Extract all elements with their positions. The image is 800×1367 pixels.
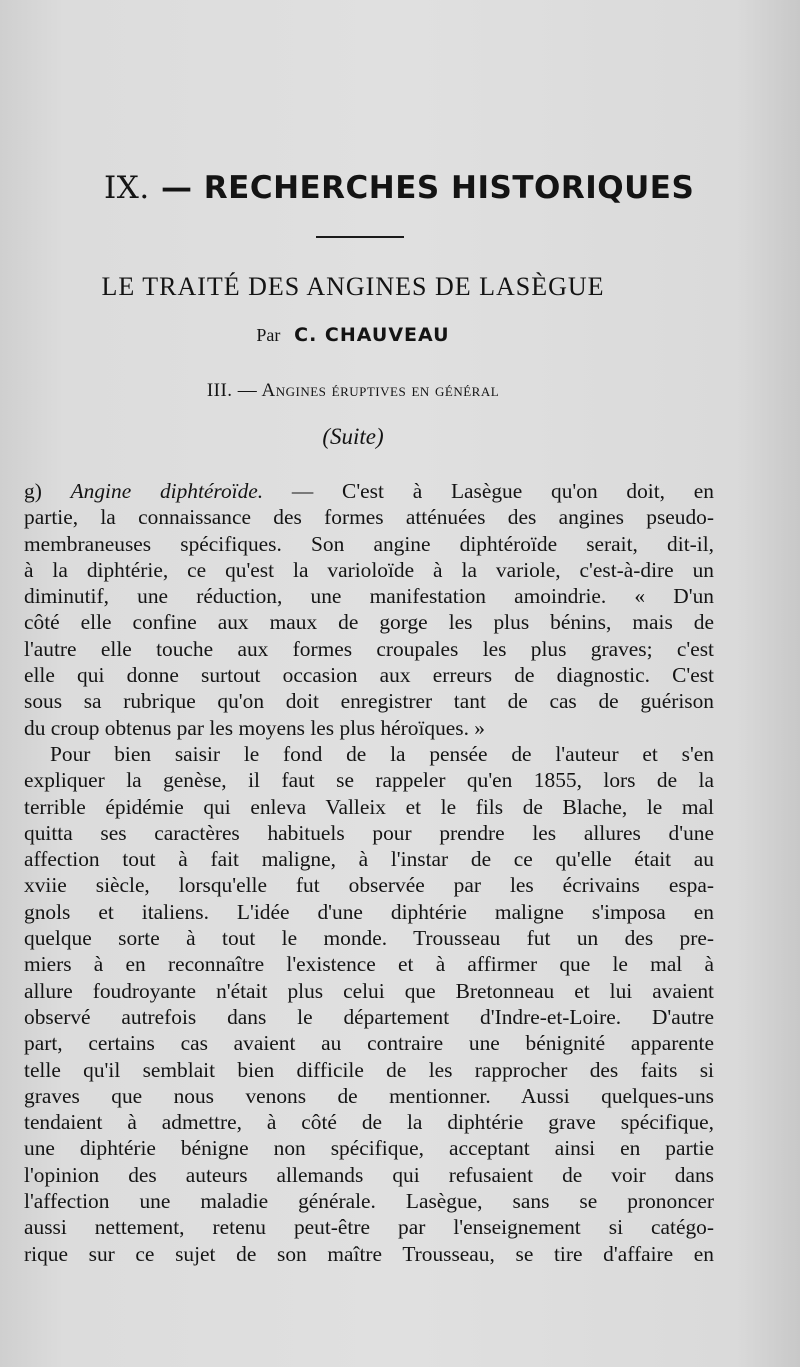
text-line: telle qu'il semblait bien difficile de les rapprocher des faits si	[24, 1057, 714, 1082]
chapter-heading: III. — Angines éruptives en général	[206, 380, 500, 401]
text-line: à la diphtérie, ce qu'est la varioloïde à la variole, c'est-à-dire un	[24, 557, 714, 582]
text-line: rique sur ce sujet de son maître Trousseau, se tire d'affaire en	[24, 1241, 714, 1266]
text-line: graves que nous venons de mentionner. Aussi quelques-uns	[24, 1083, 714, 1108]
text-line: tendaient à admettre, à côté de la diphtérie grave spécifique,	[24, 1110, 714, 1135]
section-numeral: IX.	[104, 170, 150, 206]
body-text	[24, 478, 714, 1267]
text-line: une diphtérie bénigne non spécifique, acceptant ainsi en partie	[24, 1136, 714, 1161]
text-line: xviie siècle, lorsqu'elle fut observée par les écrivains espa-	[24, 873, 714, 898]
text-line: elle qui donne surtout occasion aux erreurs de diagnostic. C'est	[24, 663, 714, 688]
text-line: l'affection une maladie générale. Lasègue, sans se prononcer	[24, 1189, 714, 1214]
text-line: membraneuses spécifiques. Son angine diphtéroïde serait, dit-il,	[24, 531, 714, 556]
text-line: quelque sorte à tout le monde. Trousseau fut un des pre-	[24, 926, 714, 951]
section-title: RECHERCHES HISTORIQUES	[203, 170, 695, 206]
text-line: observé autrefois dans le département d'Indre-et-Loire. D'autre	[24, 1004, 714, 1029]
author-name: C. CHAUVEAU	[294, 324, 450, 346]
article-title: LE TRAITÉ DES ANGINES DE LASÈGUE	[101, 272, 605, 301]
item-lead: g)	[24, 479, 71, 503]
line-text: — C'est à Lasègue qu'on doit, en	[263, 479, 714, 503]
text-line: miers à en reconnaître l'existence et à affirmer que le mal à	[24, 952, 714, 977]
text-line: du croup obtenus par les moyens les plus héroïques. »	[24, 715, 486, 740]
text-line: l'autre elle touche aux formes croupales les plus graves; c'est	[24, 636, 714, 661]
byline	[0, 324, 706, 346]
title-rule	[316, 236, 404, 238]
continued-label	[0, 424, 706, 450]
text-line: aussi nettement, retenu peut-être par l'enseignement si catégo-	[24, 1215, 714, 1240]
text-line: sous sa rubrique qu'on doit enregistrer tant de cas de guérison	[24, 689, 714, 714]
text-line: diminutif, une réduction, une manifestation amoindrie. « D'un	[24, 584, 714, 609]
text-line: partie, la connaissance des formes atténuées des angines pseudo-	[24, 505, 714, 530]
section-heading	[104, 170, 704, 206]
text-line: Pour bien saisir le fond de la pensée de l'auteur et s'en	[50, 741, 714, 766]
text-line: part, certains cas avaient au contraire une bénignité apparente	[24, 1031, 714, 1056]
text-line: affection tout à fait maligne, à l'instar de ce qu'elle était au	[24, 847, 714, 872]
text-line: expliquer la genèse, il faut se rappeler qu'en 1855, lors de la	[24, 768, 714, 793]
text-line	[24, 478, 714, 504]
continued-text: (Suite)	[322, 424, 384, 449]
text-line: terrible épidémie qui enleva Valleix et le fils de Blache, le mal	[24, 794, 714, 819]
text-line: l'opinion des auteurs allemands qui refusaient de voir dans	[24, 1162, 714, 1187]
item-heading: Angine diphtéroïde.	[70, 479, 264, 503]
byline-prefix: Par	[256, 325, 281, 345]
text-line: quitta ses caractères habituels pour prendre les allures d'une	[24, 820, 714, 845]
text-line: gnols et italiens. L'idée d'une diphtérie maligne s'imposa en	[24, 899, 714, 924]
text-line: allure foudroyante n'était plus celui que Bretonneau et lui avaient	[24, 978, 714, 1003]
text-line: côté elle confine aux maux de gorge les plus bénins, mais de	[24, 610, 714, 635]
section-dash: —	[160, 170, 193, 206]
